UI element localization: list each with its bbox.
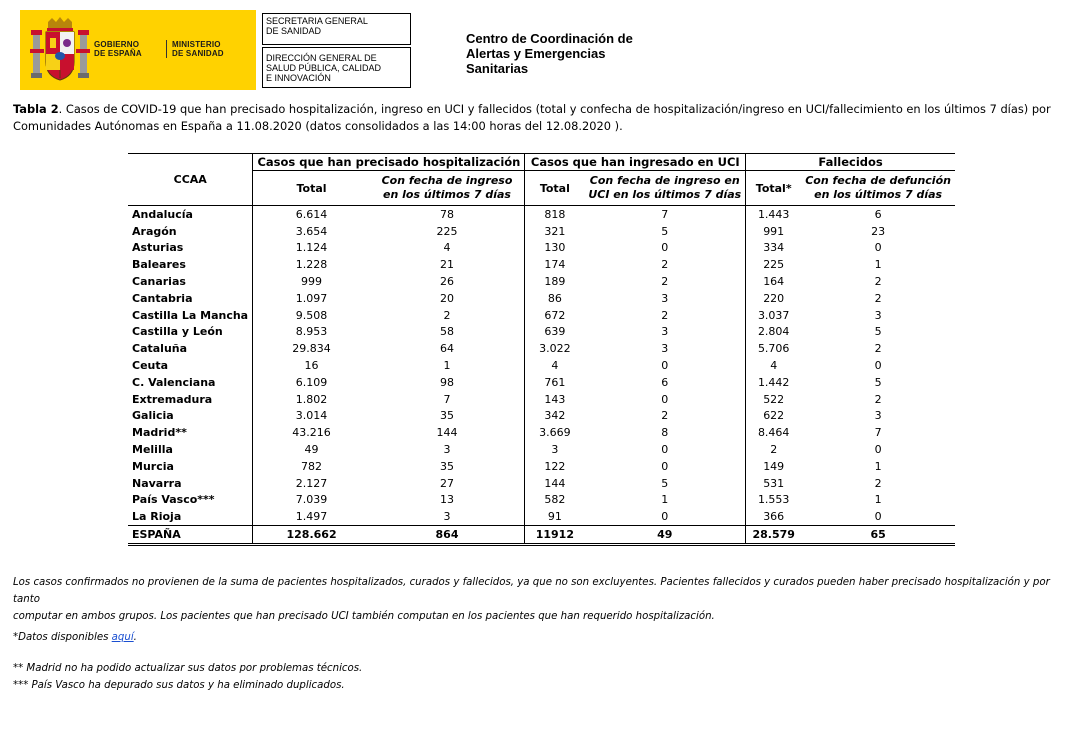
- cell-fall-7d: 1: [874, 258, 882, 272]
- gov-line-2: DE ESPAÑA: [94, 49, 142, 58]
- cell-uci-7d: 2: [661, 275, 669, 289]
- cell-uci-7d: 1: [661, 493, 669, 507]
- cell-uci-7d: 3: [661, 291, 669, 305]
- cell-fall-7d: 2: [874, 476, 882, 490]
- cell-hosp-7d: 1: [443, 359, 451, 373]
- cell-uci-7d: 2: [661, 258, 669, 272]
- cell-hosp-7d: 98: [440, 375, 454, 389]
- cell-uci-total: 143: [525, 391, 584, 408]
- cell-fall-7d: 1: [874, 459, 882, 473]
- cell-uci-total: 130: [525, 240, 584, 257]
- cell-hosp-7d: 3: [443, 443, 451, 457]
- table-row: [128, 458, 955, 475]
- hosp-7d-header: [370, 171, 525, 206]
- cell-hosp-total: 6.109: [253, 374, 370, 391]
- cell-fall-7d: 0: [874, 241, 882, 255]
- cell-ccaa: Galicia: [132, 409, 174, 423]
- cell-hosp-7d: 4: [443, 241, 451, 255]
- cell-ccaa: País Vasco***: [132, 493, 215, 507]
- cell-fall-7d: 0: [874, 359, 882, 373]
- cell-hosp-total: 3.014: [253, 408, 370, 425]
- cell-uci-total: 189: [525, 273, 584, 290]
- group-fallecidos: Fallecidos: [746, 154, 955, 171]
- table-caption: [13, 101, 1053, 135]
- uci-7d-line-2: UCI en los últimos 7 días: [588, 188, 742, 201]
- cell-ccaa: La Rioja: [132, 510, 182, 524]
- cell-hosp-7d: 64: [440, 342, 454, 356]
- cell-hosp-total: 1.228: [253, 256, 370, 273]
- cell-hosp-total: 1.497: [253, 508, 370, 525]
- datos-link[interactable]: aquí: [111, 632, 134, 643]
- uci-total-header: Total: [525, 171, 584, 206]
- min-line-2: DE SANIDAD: [172, 49, 224, 58]
- table-body: [128, 206, 955, 545]
- government-label: [94, 40, 142, 58]
- cell-hosp-total: 1.802: [253, 391, 370, 408]
- cell-hosp-7d: 27: [440, 476, 454, 490]
- cell-hosp-7d: 58: [440, 325, 454, 339]
- cell-hosp-7d: 21: [440, 258, 454, 272]
- cell-uci-total: 174: [525, 256, 584, 273]
- total-hosp-7d: 864: [370, 526, 525, 545]
- secretaria-box: [262, 13, 411, 45]
- cell-uci-7d: 8: [661, 426, 669, 440]
- fall-total-header: Total*: [746, 171, 801, 206]
- table-row: [128, 240, 955, 257]
- covid-table: [128, 153, 955, 546]
- cell-fall-total: 991: [746, 223, 801, 240]
- cell-fall-7d: 23: [871, 224, 886, 238]
- total-ccaa: ESPAÑA: [128, 526, 253, 545]
- box2-line-2: SALUD PÚBLICA, CALIDAD: [266, 63, 382, 73]
- cell-fall-total: 4: [746, 357, 801, 374]
- cell-uci-7d: 5: [661, 224, 669, 238]
- note-datos: [13, 629, 1063, 646]
- uci-7d-header: [584, 171, 745, 206]
- cell-fall-7d: 5: [874, 375, 882, 389]
- cell-fall-7d: 2: [874, 342, 882, 356]
- cell-ccaa: Castilla y León: [132, 325, 223, 339]
- cell-fall-total: 225: [746, 256, 801, 273]
- cell-uci-total: 639: [525, 324, 584, 341]
- total-fall-total: 28.579: [746, 526, 801, 545]
- min-line-1: MINISTERIO: [172, 40, 221, 49]
- cell-uci-total: 818: [525, 206, 584, 223]
- cell-fall-total: 522: [746, 391, 801, 408]
- gov-line-1: GOBIERNO: [94, 40, 140, 49]
- table-row: [128, 273, 955, 290]
- note1-line-2: computar en ambos grupos. Los pacientes que han precisado UCI también computan en los pacientes que han requerido hospitalización.: [13, 611, 715, 622]
- note1-line-1: Los casos confirmados no provienen de la suma de pacientes hospitalizados, curados y fallecidos, ya que no son excluyentes. Pacientes fallecidos y curados pueden haber precisado hospitalización y por tanto: [13, 577, 1050, 605]
- cell-uci-total: 91: [525, 508, 584, 525]
- def-7d-line-2: en los últimos 7 días: [814, 188, 943, 201]
- cell-uci-7d: 0: [661, 392, 669, 406]
- note2-suffix: .: [133, 632, 137, 643]
- cell-fall-total: 1.553: [746, 492, 801, 509]
- cell-fall-total: 1.442: [746, 374, 801, 391]
- table-row: [128, 441, 955, 458]
- cell-fall-7d: 2: [874, 275, 882, 289]
- table-row: [128, 492, 955, 509]
- cell-fall-total: 2: [746, 441, 801, 458]
- cell-ccaa: Andalucía: [132, 207, 193, 221]
- ccaa-header: CCAA: [128, 154, 253, 206]
- coat-of-arms-icon: [30, 16, 90, 86]
- cell-hosp-total: 1.124: [253, 240, 370, 257]
- cell-hosp-total: 7.039: [253, 492, 370, 509]
- cell-uci-total: 122: [525, 458, 584, 475]
- cell-hosp-7d: 78: [440, 207, 454, 221]
- cell-fall-7d: 7: [874, 426, 882, 440]
- fall-7d-header: [801, 171, 955, 206]
- total-fall-7d: 65: [801, 526, 955, 545]
- cell-uci-total: 321: [525, 223, 584, 240]
- ministry-label: [172, 40, 224, 58]
- cell-ccaa: Ceuta: [132, 359, 169, 373]
- total-uci-7d: 49: [584, 526, 745, 545]
- cell-ccaa: Madrid**: [132, 426, 187, 440]
- cell-hosp-7d: 3: [443, 510, 451, 524]
- cell-fall-7d: 3: [874, 409, 882, 423]
- table-row: [128, 256, 955, 273]
- cell-ccaa: Extremadura: [132, 392, 213, 406]
- table-row: [128, 307, 955, 324]
- cell-fall-total: 531: [746, 475, 801, 492]
- cell-fall-total: 8.464: [746, 424, 801, 441]
- box2-line-3: E INNOVACIÓN: [266, 73, 331, 83]
- cell-hosp-total: 999: [253, 273, 370, 290]
- cell-hosp-7d: 7: [443, 392, 451, 406]
- cell-hosp-total: 8.953: [253, 324, 370, 341]
- cell-hosp-7d: 2: [443, 308, 451, 322]
- group-hospital: Casos que han precisado hospitalización: [253, 154, 525, 171]
- cell-uci-7d: 6: [661, 375, 669, 389]
- cell-hosp-total: 1.097: [253, 290, 370, 307]
- total-uci-total: 11912: [525, 526, 584, 545]
- cell-fall-7d: 5: [874, 325, 882, 339]
- caption-text: . Casos de COVID-19 que han precisado hospitalización, ingreso en UCI y fallecidos (total y confecha de hospitalización/ingreso en UCI/fallecimiento en los últimos 7 días) por Comunidades Autónomas en España a 11.08.2020 (datos consolidados a las 14:00 horas del 12.08.2020 ).: [13, 102, 1051, 133]
- cell-uci-7d: 3: [661, 342, 669, 356]
- note-definitions: [13, 574, 1063, 625]
- cell-ccaa: Asturias: [132, 241, 184, 255]
- cell-uci-total: 86: [525, 290, 584, 307]
- cell-fall-total: 622: [746, 408, 801, 425]
- uci-7d-line-1: Con fecha de ingreso en: [589, 174, 740, 187]
- cell-fall-7d: 0: [874, 510, 882, 524]
- table-row: [128, 223, 955, 240]
- table-row: [128, 408, 955, 425]
- cell-hosp-7d: 35: [440, 409, 454, 423]
- cell-uci-7d: 0: [661, 459, 669, 473]
- cell-fall-total: 334: [746, 240, 801, 257]
- cell-hosp-total: 782: [253, 458, 370, 475]
- cell-fall-7d: 6: [874, 207, 882, 221]
- cell-hosp-total: 9.508: [253, 307, 370, 324]
- cell-uci-7d: 0: [661, 443, 669, 457]
- cell-hosp-total: 49: [253, 441, 370, 458]
- cell-fall-total: 2.804: [746, 324, 801, 341]
- cell-uci-total: 3.022: [525, 340, 584, 357]
- cell-uci-7d: 3: [661, 325, 669, 339]
- centro-line-1: Centro de Coordinación de: [466, 31, 633, 46]
- total-hosp-total: 128.662: [253, 526, 370, 545]
- cell-uci-total: 144: [525, 475, 584, 492]
- table-row: [128, 374, 955, 391]
- cell-ccaa: Murcia: [132, 459, 174, 473]
- cell-fall-7d: 3: [874, 308, 882, 322]
- cell-uci-total: 4: [525, 357, 584, 374]
- cell-hosp-total: 2.127: [253, 475, 370, 492]
- centro-line-3: Sanitarias: [466, 61, 529, 76]
- hosp-total-header: Total: [253, 171, 370, 206]
- cell-uci-7d: 7: [661, 207, 669, 221]
- cell-ccaa: Cataluña: [132, 342, 188, 356]
- caption-label: Tabla 2: [13, 102, 59, 116]
- cell-fall-7d: 1: [874, 493, 882, 507]
- cell-hosp-7d: 20: [440, 291, 454, 305]
- table-row: [128, 340, 955, 357]
- cell-uci-total: 3.669: [525, 424, 584, 441]
- cell-uci-total: 3: [525, 441, 584, 458]
- def-7d-line-1: Con fecha de defunción: [805, 174, 951, 187]
- note2-prefix: *Datos disponibles: [13, 632, 112, 643]
- box1-line-1: SECRETARIA GENERAL: [266, 16, 368, 26]
- cell-uci-total: 582: [525, 492, 584, 509]
- cell-ccaa: Baleares: [132, 258, 186, 272]
- hosp-7d-line-1: Con fecha de ingreso: [381, 174, 513, 187]
- cell-fall-7d: 2: [874, 291, 882, 305]
- cell-uci-7d: 0: [661, 241, 669, 255]
- cell-fall-total: 149: [746, 458, 801, 475]
- cell-hosp-total: 16: [253, 357, 370, 374]
- cell-ccaa: Aragón: [132, 224, 177, 238]
- cell-uci-7d: 2: [661, 308, 669, 322]
- hosp-7d-line-2: en los últimos 7 días: [383, 188, 511, 201]
- cell-uci-total: 761: [525, 374, 584, 391]
- cell-fall-total: 220: [746, 290, 801, 307]
- box2-line-1: DIRECCIÓN GENERAL DE: [266, 53, 377, 63]
- centro-line-2: Alertas y Emergencias: [466, 46, 606, 61]
- cell-hosp-7d: 225: [436, 224, 458, 238]
- total-row: [128, 526, 955, 545]
- cell-ccaa: Cantabria: [132, 291, 193, 305]
- table-row: [128, 391, 955, 408]
- cell-uci-7d: 2: [661, 409, 669, 423]
- cell-ccaa: Melilla: [132, 443, 173, 457]
- cell-hosp-total: 6.614: [253, 206, 370, 223]
- cell-fall-total: 1.443: [746, 206, 801, 223]
- cell-hosp-7d: 35: [440, 459, 454, 473]
- cell-fall-total: 366: [746, 508, 801, 525]
- note3-pais-vasco: *** País Vasco ha depurado sus datos y ha eliminado duplicados.: [13, 680, 345, 691]
- cell-hosp-7d: 13: [440, 493, 454, 507]
- table-row: [128, 290, 955, 307]
- government-logo: [20, 10, 256, 90]
- box1-line-2: DE SANIDAD: [266, 26, 322, 36]
- cell-ccaa: Navarra: [132, 476, 182, 490]
- cell-hosp-total: 3.654: [253, 223, 370, 240]
- cell-hosp-7d: 26: [440, 275, 454, 289]
- table-row: [128, 206, 955, 223]
- cell-fall-total: 5.706: [746, 340, 801, 357]
- cell-ccaa: C. Valenciana: [132, 375, 216, 389]
- cell-ccaa: Castilla La Mancha: [132, 308, 249, 322]
- cell-uci-7d: 0: [661, 510, 669, 524]
- cell-fall-7d: 0: [874, 443, 882, 457]
- cell-fall-total: 3.037: [746, 307, 801, 324]
- cell-hosp-total: 43.216: [253, 424, 370, 441]
- table-row: [128, 424, 955, 441]
- table-row: [128, 475, 955, 492]
- cell-uci-total: 342: [525, 408, 584, 425]
- direccion-box: [262, 47, 411, 88]
- cell-hosp-total: 29.834: [253, 340, 370, 357]
- table-row: [128, 357, 955, 374]
- cell-ccaa: Canarias: [132, 275, 186, 289]
- note3-madrid: ** Madrid no ha podido actualizar sus datos por problemas técnicos.: [13, 663, 363, 674]
- table-row: [128, 324, 955, 341]
- centro-title: [466, 31, 633, 76]
- cell-hosp-7d: 144: [436, 426, 458, 440]
- cell-uci-7d: 0: [661, 359, 669, 373]
- cell-fall-7d: 2: [874, 392, 882, 406]
- note-footnotes: [13, 660, 1063, 694]
- cell-uci-total: 672: [525, 307, 584, 324]
- cell-uci-7d: 5: [661, 476, 669, 490]
- table-row: [128, 508, 955, 525]
- cell-fall-total: 164: [746, 273, 801, 290]
- group-uci: Casos que han ingresado en UCI: [525, 154, 746, 171]
